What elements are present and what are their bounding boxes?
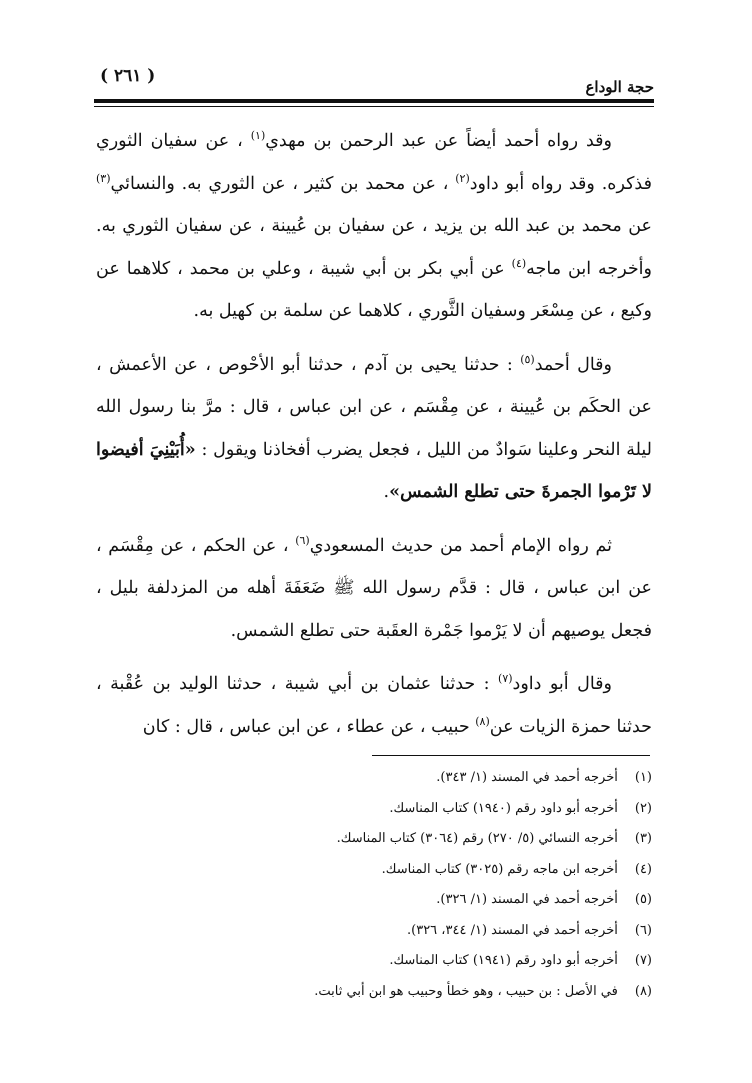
footnote-ref-7: (٧) (498, 672, 513, 686)
footnote-ref-2: (٢) (455, 171, 470, 185)
paragraph-text: وقد رواه أحمد أيضاً عن عبد الرحمن بن مهدي (265, 131, 612, 151)
paragraph-1 (96, 120, 652, 333)
footnote (112, 946, 652, 977)
paragraph-2 (96, 344, 652, 514)
footnote-number: (٣) (634, 831, 652, 846)
footnote (112, 824, 652, 855)
footnote (112, 855, 652, 886)
footnote-text: أخرجه ابن ماجه رقم (٣٠٢٥) كتاب المناسك. (381, 861, 618, 877)
footnote-number: (١) (634, 770, 652, 785)
footnote-ref-5: (٥) (520, 352, 535, 366)
footnote-text: أخرجه أحمد في المسند (١/ ٣٢٦). (436, 892, 618, 907)
running-title: حجة الوداع (585, 78, 654, 96)
main-text (96, 120, 652, 748)
paragraph-text: : حدثنا يحيى بن آدم ، حدثنا أبو الأحْوص ، عن الأعمش ، عن الحكَم بن عُيينة ، عن مِقْسَم ، عن ابن عباس ، قال : مرَّ بنا رسول الله ليلة النحر وعلينا سَوادٌ من الليل ، فجعل يضرب أفخاذنا ويقول : (96, 354, 653, 460)
paragraph-text: ، عن الحكم ، عن مِقْسَم ، عن ابن عباس ، قال : قدَّم رسول الله ﷺ ضَعَفَةَ أهله من المزدلفة بليل ، فجعل يوصيهم أن لا يَرْموا جَمْرة العقَبة حتى تطلع الشمس. (96, 535, 652, 641)
footnote-ref-1: (١) (250, 129, 266, 143)
footnote-number: (٢) (634, 800, 652, 816)
paragraph-text: وقال أحمد (534, 354, 612, 375)
footnote-number: (٧) (634, 953, 652, 968)
footnote-text: أخرجه أحمد في المسند (١/ ٣٤٤، ٣٢٦). (407, 922, 618, 938)
footnote (112, 977, 652, 1008)
footnote-number: (٤) (634, 861, 652, 877)
paragraph-text: عن محمد بن عبد الله بن يزيد ، عن سفيان بن عُيينة ، عن سفيان الثوري به. وأخرجه ابن ماجه (96, 216, 652, 279)
footnote-ref-6: (٦) (295, 533, 310, 547)
footnote (112, 794, 652, 825)
footnote-number: (٨) (634, 983, 652, 999)
paragraph-text: ، عن سفيان الثوري فذكره. وقد رواه أبو داود (96, 131, 652, 194)
footnote-text: في الأصل : بن حبيب ، وهو خطأ وحبيب هو ابن أبي ثابت. (314, 983, 618, 999)
footnote (112, 916, 652, 947)
paragraph-text: حبيب ، عن عطاء ، عن ابن عباس ، قال : كان (142, 716, 476, 737)
paragraph-text: وقال أبو داود (512, 674, 612, 694)
period: . (383, 482, 390, 502)
footnote (112, 763, 652, 794)
footnote-text: أخرجه النسائي (٥/ ٢٧٠) رقم (٣٠٦٤) كتاب المناسك. (336, 831, 618, 846)
footnote-number: (٥) (634, 892, 652, 907)
footnote-text: أخرجه أبو داود رقم (١٩٤١) كتاب المناسك. (389, 953, 618, 968)
footnote (112, 885, 652, 916)
footnote-text: أخرجه أحمد في المسند (١/ ٣٤٣). (436, 770, 618, 785)
footnote-separator (372, 755, 650, 756)
footnote-text: أخرجه أبو داود رقم (١٩٤٠) كتاب المناسك. (389, 800, 618, 816)
header-rule-thin (94, 106, 654, 107)
paragraph-text: عن أبي بكر بن أبي شيبة ، وعلي بن محمد ، كلاهما عن وكيع ، عن مِسْعَر وسفيان الثَّوري ، كلاهما عن سلمة بن كهيل به. (96, 258, 652, 321)
footnote-ref-8: (٨) (475, 714, 490, 728)
header-rule-thick (94, 99, 654, 103)
paragraph-4 (96, 663, 652, 748)
footnotes (112, 763, 652, 1007)
page-header (94, 64, 654, 98)
paragraph-3 (96, 525, 652, 653)
footnote-number: (٦) (634, 922, 652, 938)
paragraph-text: : حدثنا عثمان بن أبي شيبة ، حدثنا الوليد بن عُقْبة ، حدثنا حمزة الزيات عن (96, 674, 652, 737)
paragraph-text: ، عن محمد بن كثير ، عن الثوري به. والنسائي (110, 173, 456, 194)
footnote-ref-3: (٣) (96, 171, 111, 185)
page-number: ( ٢٦١ ) (100, 66, 156, 86)
footnote-ref-4: (٤) (511, 256, 527, 270)
paragraph-text: ثم رواه الإمام أحمد من حديث المسعودي (309, 535, 612, 556)
hadith-quote: «أُبَيْنِيَ أفيضوا لا تَرْموا الجمرةَ حتى تطلع الشمس» (96, 439, 652, 502)
